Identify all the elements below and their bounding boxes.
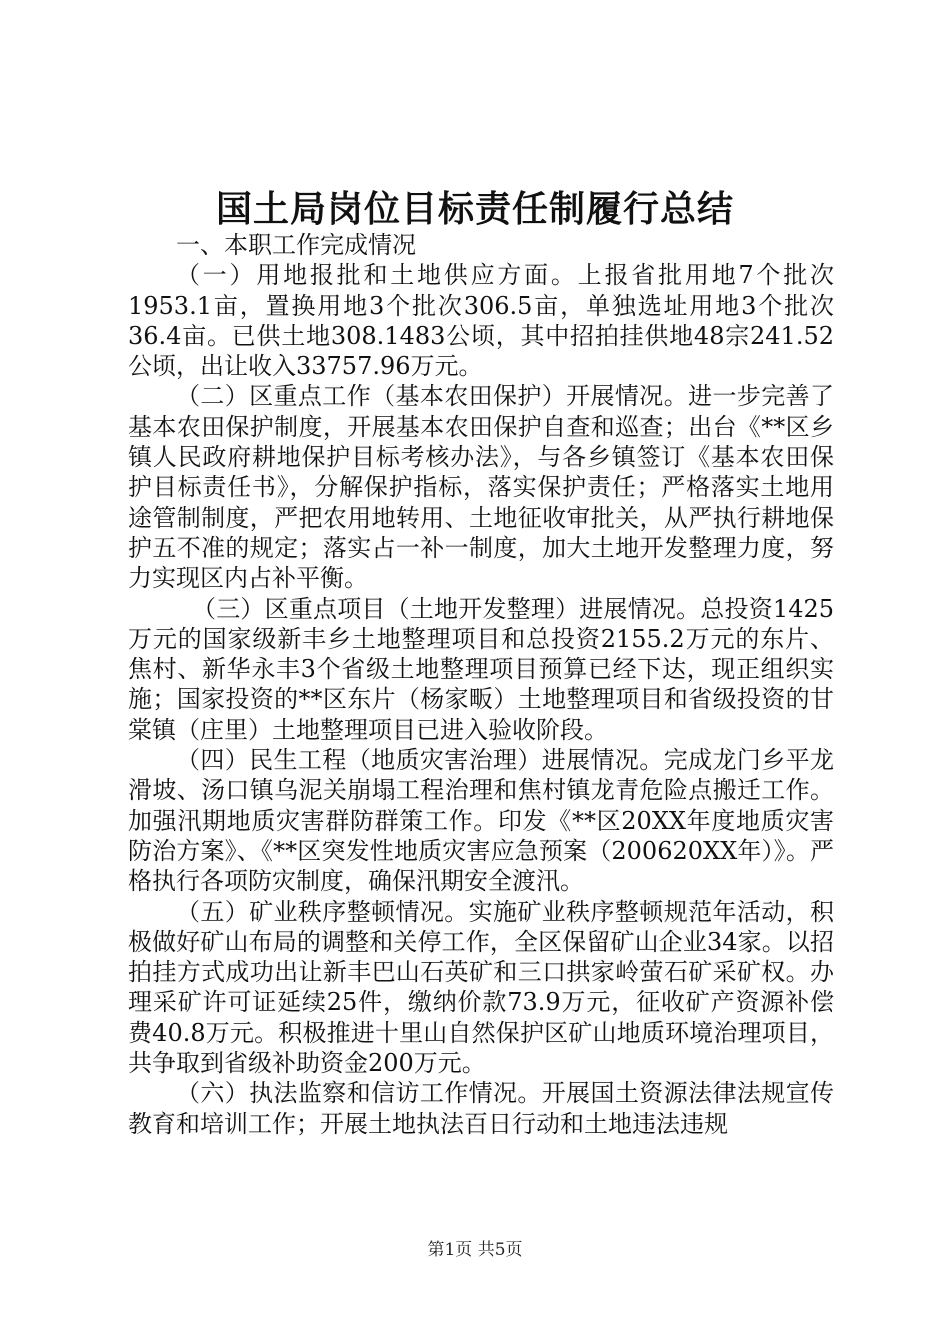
- paragraph-land-development: （三）区重点项目（土地开发整理）进展情况。总投资1425万元的国家级新丰乡土地整理项目和总投资2155.2万元的东片、焦村、新华永丰3个省级土地整理项目预算已经下达，现正组织实施；国家投资的**区东片（杨家畈）土地整理项目和省级投资的甘棠镇（庄里）土地整理项目已进入验收阶段。: [128, 594, 834, 744]
- section-heading: 一、本职工作完成情况: [176, 231, 416, 259]
- document-title: 国土局岗位目标责任制履行总结: [215, 188, 734, 230]
- page-footer: 第1页 共5页: [427, 1240, 523, 1260]
- document-body: [128, 230, 834, 1139]
- paragraph-farmland-protection: （二）区重点工作（基本农田保护）开展情况。进一步完善了基本农田保护制度，开展基本农田保护自查和巡查；出台《**区乡镇人民政府耕地保护目标考核办法》，与各乡镇签订《基本农田保护目标责任书》，分解保护指标，落实保护责任；严格落实土地用途管制制度，严把农用地转用、土地征收审批关，从严执行耕地保护五不准的规定；落实占一补一制度，加大土地开发整理力度，努力实现区内占补平衡。: [128, 382, 834, 593]
- paragraph-geological-disaster: （四）民生工程（地质灾害治理）进展情况。完成龙门乡平龙滑坡、汤口镇乌泥关崩塌工程治理和焦村镇龙青危险点搬迁工作。加强汛期地质灾害群防群策工作。印发《**区20XX年度地质灾害防治方案》、《**区突发性地质灾害应急预案（200620XX年）》。严格执行各项防灾制度，确保汛期安全渡汛。: [128, 746, 834, 896]
- paragraph-law-enforcement: （六）执法监察和信访工作情况。开展国土资源法律法规宣传教育和培训工作；开展土地执法百日行动和土地违法违规: [128, 1079, 834, 1138]
- paragraph-land-approval: （一）用地报批和土地供应方面。上报省批用地7个批次1953.1亩，置换用地3个批次306.5亩，单独选址用地3个批次36.4亩。已供土地308.1483公顷，其中招拍挂供地48宗241.52公顷，出让收入33757.96万元。: [128, 261, 834, 381]
- paragraph-mining-order: （五）矿业秩序整顿情况。实施矿业秩序整顿规范年活动，积极做好矿山布局的调整和关停工作，全区保留矿山企业34家。以招拍挂方式成功出让新丰巴山石英矿和三口拱家岭萤石矿采矿权。办理采矿许可证延续25件，缴纳价款73.9万元，征收矿产资源补偿费40.8万元。积极推进十里山自然保护区矿山地质环境治理项目，共争取到省级补助资金200万元。: [128, 897, 834, 1078]
